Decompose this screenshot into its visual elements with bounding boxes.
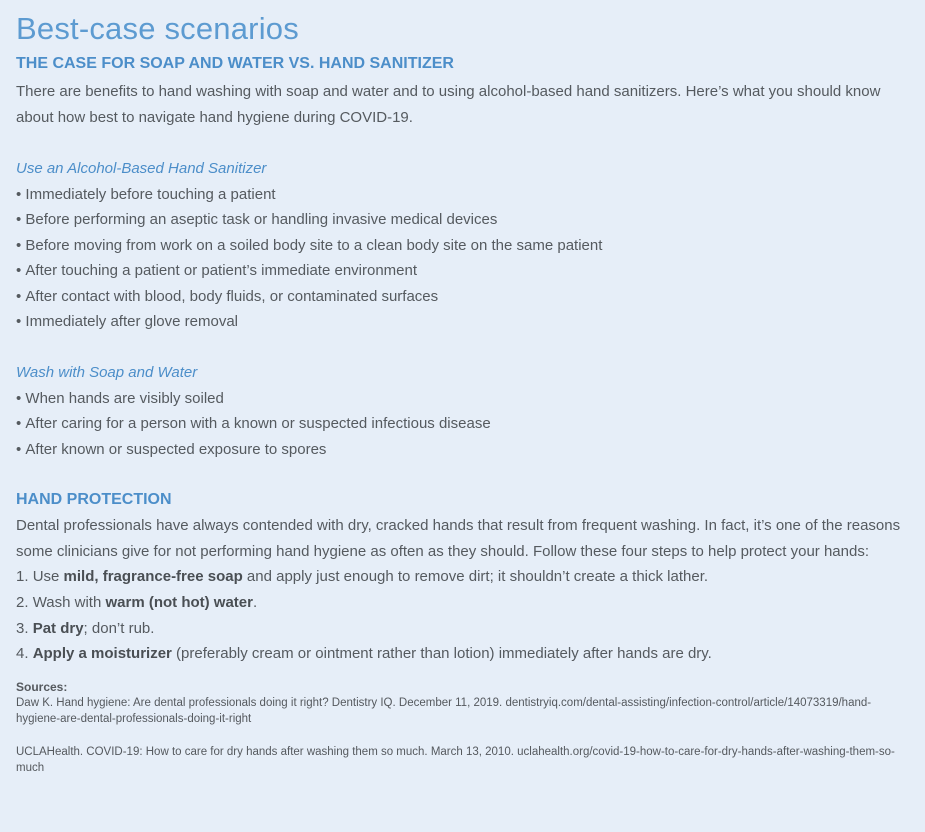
list-item: • Immediately after glove removal <box>16 309 909 335</box>
sanitizer-heading: Use an Alcohol-Based Hand Sanitizer <box>16 160 267 177</box>
intro-paragraph: There are benefits to hand washing with soap and water and to using alcohol-based hand sanitizers. Here’s what you should know about how best to navigate hand hygiene during COVID-19. <box>16 83 881 126</box>
protection-steps <box>16 564 909 666</box>
soap-list <box>16 386 909 463</box>
step-item: 3. Pat dry; don’t rub. <box>16 619 155 637</box>
step-item: 1. Use mild, fragrance-free soap and apply just enough to remove dirt; it shouldn’t create a thick lather. <box>16 568 709 586</box>
list-item: • Before moving from work on a soiled body site to a clean body site on the same patient <box>16 233 909 259</box>
list-item: • Before performing an aseptic task or handling invasive medical devices <box>16 207 909 233</box>
protection-section <box>16 487 909 666</box>
sources <box>16 679 909 776</box>
soap-heading: Wash with Soap and Water <box>16 364 198 382</box>
list-item: • Immediately before touching a patient <box>16 182 909 208</box>
list-item: • After known or suspected exposure to spores <box>16 437 909 463</box>
page-title: Best-case scenarios <box>16 11 299 46</box>
source-entry: Daw K. Hand hygiene: Are dental professionals doing it right? Dentistry IQ. December 11, 2019. dentistryiq.com/dental-assisting/infection-control/article/14073319/hand-hygiene-are-dental-professionals-doing-it-right <box>16 696 872 725</box>
sources-label: Sources: <box>16 679 68 694</box>
subheading: THE CASE FOR SOAP AND WATER VS. HAND SANITIZER <box>16 55 454 72</box>
sanitizer-section <box>16 156 909 335</box>
list-item: • After contact with blood, body fluids, or contaminated surfaces <box>16 284 909 310</box>
sanitizer-list <box>16 182 909 336</box>
protection-heading: HAND PROTECTION <box>16 491 172 509</box>
step-item: 4. Apply a moisturizer (preferably cream or ointment rather than lotion) immediately after hands are dry. <box>16 645 712 663</box>
list-item: • After touching a patient or patient’s immediate environment <box>16 258 909 284</box>
list-item: • When hands are visibly soiled <box>16 386 909 412</box>
soap-section <box>16 360 909 462</box>
step-item: 2. Wash with warm (not hot) water. <box>16 593 258 611</box>
list-item: • After caring for a person with a known or suspected infectious disease <box>16 411 909 437</box>
protection-paragraph: Dental professionals have always contended with dry, cracked hands that result from frequent washing. In fact, it’s one of the reasons some clinicians give for not performing hand hygiene as often as they should. Follow these four steps to help protect your hands: <box>16 517 901 560</box>
source-entry: UCLAHealth. COVID-19: How to care for dry hands after washing them so much. March 13, 2010. uclahealth.org/covid-19-how-to-care-for-dry-hands-after-washing-them-so-much <box>16 745 895 774</box>
